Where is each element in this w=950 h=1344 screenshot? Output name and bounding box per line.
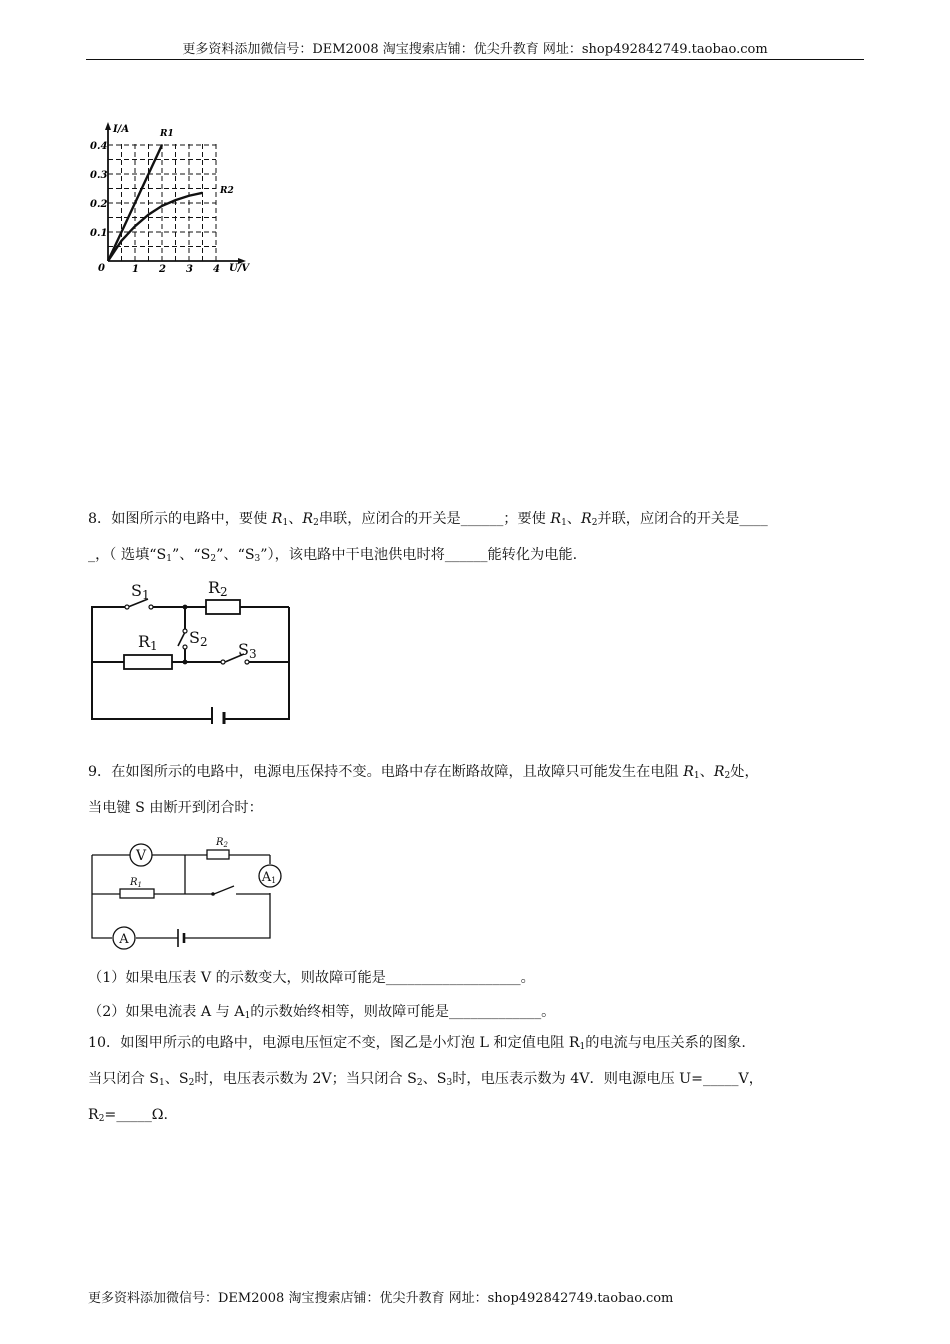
switch-s2-contact <box>183 629 187 633</box>
q10-r1-sub: 1 <box>579 1042 586 1052</box>
graph-grid <box>108 143 216 261</box>
q9-text-line2: 当电键 S 由断开到闭合时： <box>88 800 263 816</box>
q10-text: 的电流与电压关系的图象. <box>585 1035 746 1051</box>
q8-s3-sub: 3 <box>254 554 261 564</box>
label-r1: $R_1$ <box>130 877 142 889</box>
question-8 <box>88 503 864 575</box>
y-axis-label: I/A <box>113 124 130 135</box>
series-r2-label: R2 <box>220 186 234 196</box>
resistor-r1 <box>124 655 172 669</box>
q9-sub1-end: 。 <box>520 970 535 986</box>
q9-sep: 、 <box>699 764 714 780</box>
x-tick-label: 3 <box>186 264 193 275</box>
q8-s1-sub: 1 <box>166 554 172 564</box>
y-axis-arrow <box>105 122 111 130</box>
q9-r2: R <box>713 764 725 780</box>
voltmeter-label: V <box>135 848 147 864</box>
q8-text: 串联，应闭合的开关是 <box>318 511 461 527</box>
wire <box>92 855 112 938</box>
switch-s2-contact <box>183 645 187 649</box>
q10-text: V， <box>738 1071 763 1087</box>
q8-text: ；要使 <box>503 511 551 527</box>
q9-sub2-text: 的示数始终相等，则故障可能是 <box>250 1004 449 1020</box>
q10-text: 、S <box>422 1071 447 1087</box>
q8-r2: R <box>581 511 592 527</box>
switch-s1-contact <box>125 605 129 609</box>
junction-dot <box>183 660 188 665</box>
q10-text: 如图甲所示的电路中，电源电压恒定不变，图乙是小灯泡 L 和定值电阻 R <box>120 1035 580 1051</box>
q8-text: 如图所示的电路中，要使 <box>111 511 272 527</box>
q10-text: 时，电压表示数为 2V；当只闭合 S <box>194 1071 417 1087</box>
q8-number: 8． <box>88 511 112 527</box>
q9-sub2-blank[interactable]: _____________ <box>448 1004 542 1020</box>
label-r2: $R_2$ <box>216 837 228 849</box>
switch-s2 <box>178 632 185 646</box>
q10-r2: R <box>88 1107 99 1123</box>
q8-text: ”），该电路中干电池供电时将 <box>260 547 445 563</box>
q8-r2: R <box>302 511 314 527</box>
ammeter-a-label: A <box>119 932 129 947</box>
q10-number: 10． <box>88 1035 121 1051</box>
q9-sub1-blank[interactable]: ___________________ <box>385 970 521 986</box>
wire <box>92 607 126 662</box>
q9-number: 9． <box>88 764 112 780</box>
q10-text: = <box>104 1107 117 1123</box>
q8-blank-1[interactable]: ______ <box>460 511 504 527</box>
q8-blank-2[interactable]: ____ <box>739 511 768 527</box>
switch-s1-contact <box>149 605 153 609</box>
q10-s-sub: 2 <box>188 1078 195 1088</box>
q9-text: 处， <box>730 764 759 780</box>
q10-text: 当只闭合 S <box>88 1071 159 1087</box>
q8-text: 并联，应闭合的开关是 <box>597 511 740 527</box>
q10-text: Ω. <box>151 1107 169 1123</box>
label-r2: R2 <box>208 578 228 599</box>
q8-r2-sub: 2 <box>313 518 319 528</box>
x-tick-label: 1 <box>132 264 139 275</box>
y-tick-label: 0.1 <box>90 228 108 239</box>
switch-s <box>214 886 234 894</box>
series-r1-label: R1 <box>160 129 174 139</box>
q10-s-sub: 1 <box>158 1078 165 1088</box>
q10-blank-resistance[interactable]: _____ <box>116 1107 152 1123</box>
q9-text: 在如图所示的电路中，电源电压保持不变。电路中存在断路故障，且故障只可能发生在电阻 <box>111 764 684 780</box>
q8-text: ”、“S <box>216 547 255 563</box>
resistor-r1 <box>120 889 154 898</box>
q8-text: ”、“S <box>171 547 211 563</box>
q8-s2-sub: 2 <box>210 554 217 564</box>
q8-text: ，（ 选填“S <box>95 547 167 563</box>
q8-r1: R <box>271 511 283 527</box>
q9-r1: R <box>683 764 694 780</box>
q10-s-sub: 2 <box>416 1078 423 1088</box>
wire <box>184 893 270 938</box>
q10-text: 、S <box>164 1071 189 1087</box>
q8-blank-2-cont[interactable]: _ <box>88 547 96 563</box>
question-9 <box>88 756 864 824</box>
label-s2: S2 <box>189 628 208 649</box>
q8-r1-sub: 1 <box>282 518 289 528</box>
wire <box>92 662 212 719</box>
y-tick-label: 0.2 <box>90 199 108 210</box>
q8-r1: R <box>550 511 562 527</box>
x-tick-label: 4 <box>213 264 220 275</box>
q9-sub1-text: （1）如果电压表 V 的示数变大，则故障可能是 <box>88 970 386 986</box>
label-s1: S1 <box>131 581 150 602</box>
y-tick-label: 0.4 <box>90 141 108 152</box>
label-s3: S3 <box>238 640 257 661</box>
circuit-q8 <box>86 578 296 724</box>
page-header: 更多资料添加微信号：DEM2008 淘宝搜索店铺：优尖升教育 网址：shop492842749.taobao.com <box>86 38 864 60</box>
q8-sep: 、 <box>288 511 303 527</box>
switch-s3-contact <box>221 660 225 664</box>
q8-text: 能转化为电能. <box>487 547 578 563</box>
ammeter-a1-label: A1 <box>261 870 277 885</box>
iu-graph <box>84 116 264 286</box>
junction-dot <box>183 605 188 610</box>
x-axis-label: U/V <box>229 263 250 274</box>
y-tick-label: 0.3 <box>90 170 108 181</box>
q10-blank-voltage[interactable]: _____ <box>702 1071 739 1087</box>
resistor-r2 <box>206 600 240 614</box>
q8-sep: 、 <box>566 511 581 527</box>
q8-r1-sub: 1 <box>561 518 567 528</box>
resistor-r2 <box>207 850 229 859</box>
page-footer: 更多资料添加微信号：DEM2008 淘宝搜索店铺：优尖升教育 网址：shop492842749.taobao.com <box>88 1291 674 1306</box>
q8-blank-3[interactable]: ______ <box>444 547 488 563</box>
x-tick-label: 2 <box>159 264 166 275</box>
q9-sub-1 <box>88 967 535 987</box>
q9-sub-2 <box>88 1001 555 1021</box>
switch-contact <box>211 892 215 896</box>
origin-label: 0 <box>98 263 105 274</box>
q10-s-sub: 3 <box>446 1078 453 1088</box>
circuit-q9 <box>86 832 286 950</box>
q9-r1-sub: 1 <box>693 771 700 781</box>
q10-r2-sub: 2 <box>98 1114 105 1124</box>
question-10 <box>88 1027 864 1135</box>
q8-r2-sub: 2 <box>591 518 598 528</box>
q9-sub2-end: 。 <box>541 1004 556 1020</box>
q9-sub2-a1-sub: 1 <box>244 1011 251 1021</box>
label-r1: R1 <box>138 632 158 653</box>
q9-r2-sub: 2 <box>724 771 731 781</box>
q10-text: 时，电压表示数为 4V．则电源电压 U= <box>452 1071 703 1087</box>
q9-sub2-text: （2）如果电流表 A 与 A <box>88 1004 245 1020</box>
